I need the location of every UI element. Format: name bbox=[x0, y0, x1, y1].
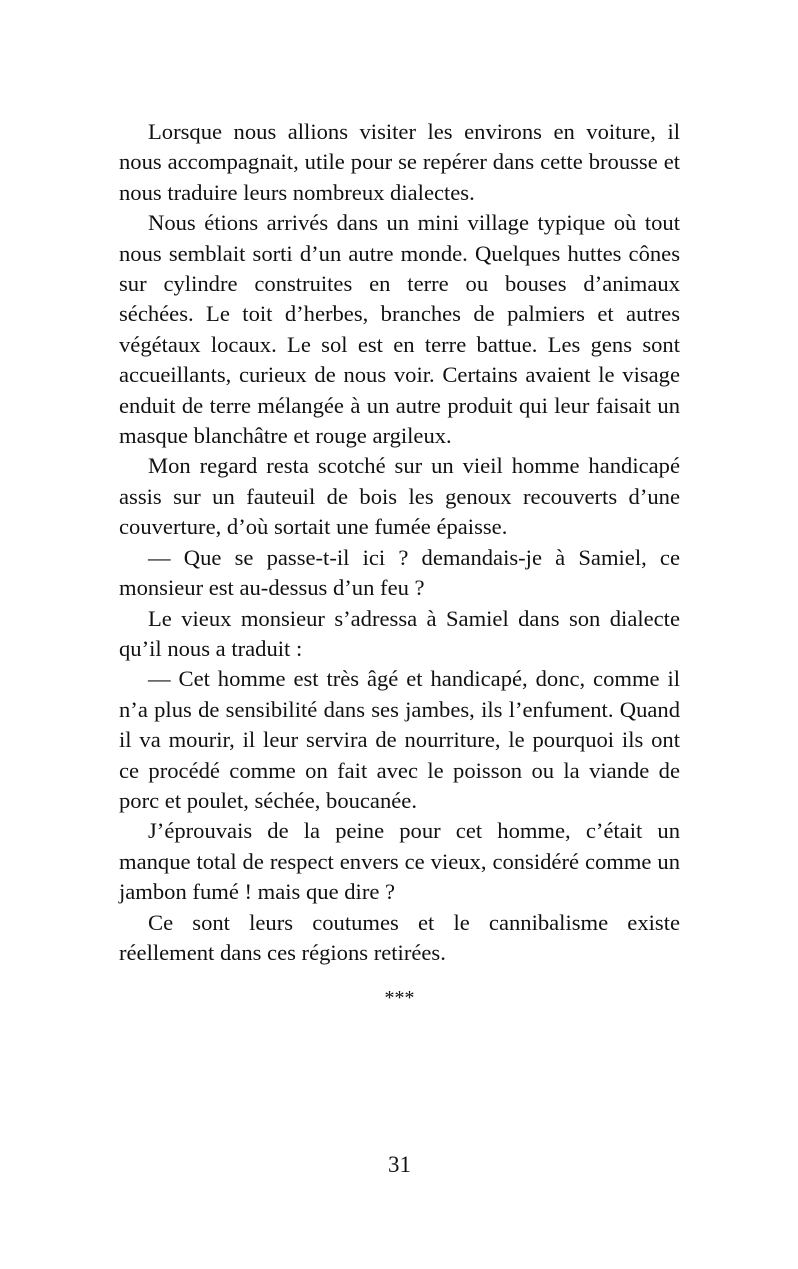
section-separator: *** bbox=[384, 987, 415, 1009]
paragraph: Mon regard resta scotché sur un vieil homme handicapé assis sur un fauteuil de bois les genoux recouverts d’une couverture, d’où sortait une fumée épaisse. bbox=[119, 453, 680, 540]
body-text bbox=[119, 117, 680, 968]
paragraph: Lorsque nous allions visiter les environs en voiture, il nous accompagnait, utile pour se repérer dans cette brousse et nous traduire leurs nombreux dialectes. bbox=[119, 119, 680, 205]
page-number: 31 bbox=[388, 1152, 411, 1177]
paragraph: J’éprouvais de la peine pour cet homme, c’était un manque total de respect envers ce vieux, considéré comme un jambon fumé ! mais que dire ? bbox=[119, 818, 680, 905]
paragraph: — Cet homme est très âgé et handicapé, donc, comme il n’a plus de sensibilité dans ses jambes, ils l’enfument. Quand il va mourir, il leur servira de nourriture, le pourquoi ils ont ce procédé comme on fait avec le poisson ou la viande de porc et poulet, séchée, boucanée. bbox=[119, 666, 680, 813]
paragraph: Le vieux monsieur s’adressa à Samiel dans son dialecte qu’il nous a traduit : bbox=[119, 605, 680, 661]
paragraph: Nous étions arrivés dans un mini village typique où tout nous semblait sorti d’un autre monde. Quelques huttes cônes sur cylindre construites en terre ou bouses d’animaux séchées. Le toit d’herbes, branches de palmiers et autres végétaux locaux. Le sol est en terre battue. Les gens sont accueillants, curieux de nous voir. Certains avaient le visage enduit de terre mélangée à un autre produit qui leur faisait un masque blanchâtre et rouge argileux. bbox=[119, 210, 680, 449]
paragraph: Ce sont leurs coutumes et le cannibalisme existe réellement dans ces régions retirées. bbox=[119, 909, 680, 965]
paragraph: — Que se passe-t-il ici ? demandais-je à Samiel, ce monsieur est au-dessus d’un feu ? bbox=[119, 544, 680, 601]
